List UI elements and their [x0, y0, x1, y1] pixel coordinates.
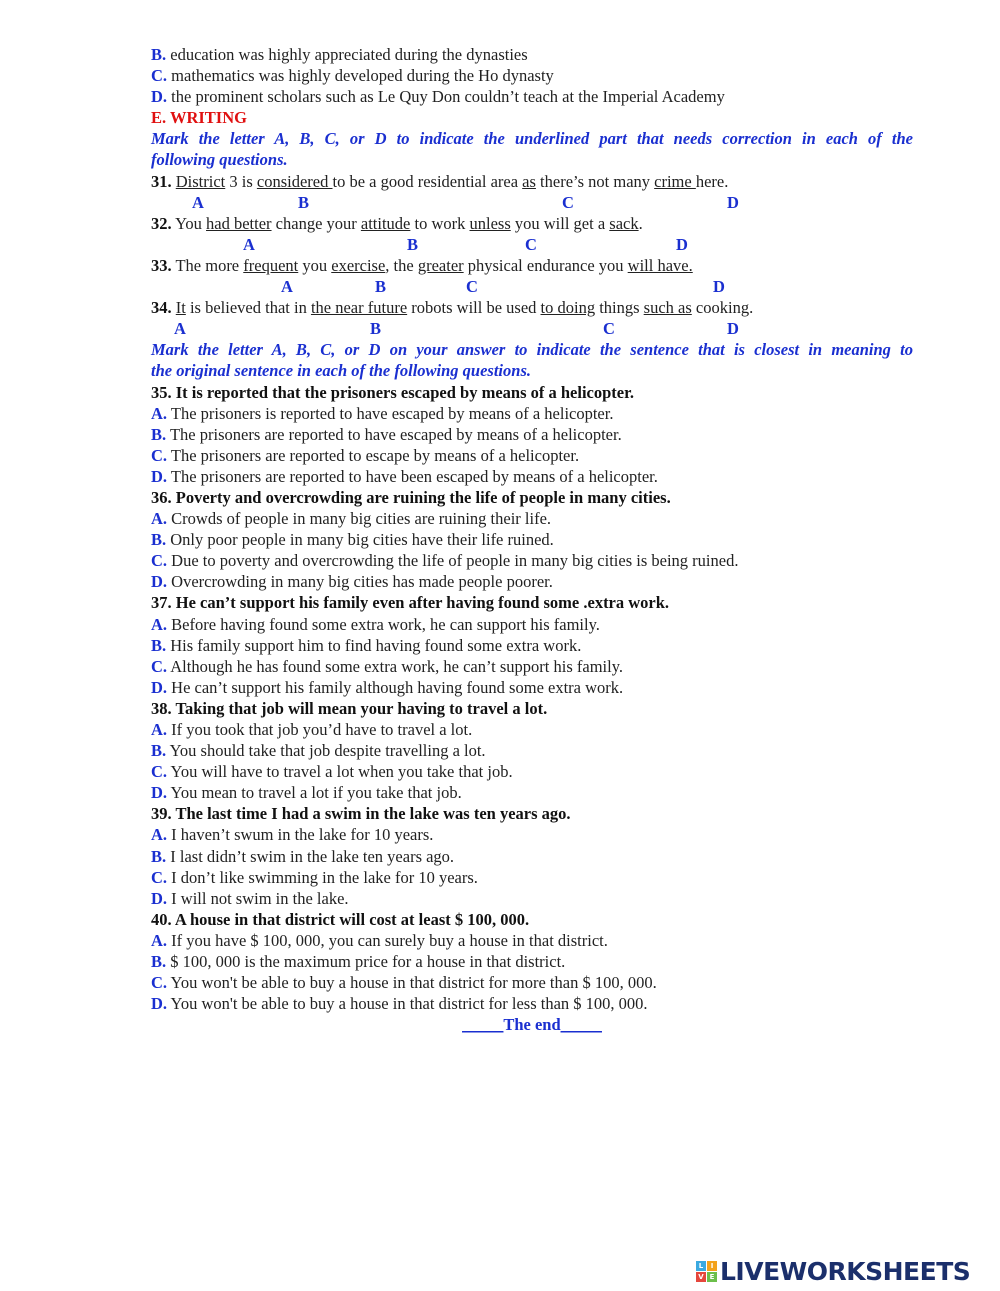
option-letter: A.: [151, 720, 168, 739]
answer-option: [151, 403, 913, 424]
option-letter: B.: [151, 424, 167, 444]
option-letter: A.: [151, 509, 168, 529]
logo-tile: I: [707, 1261, 717, 1271]
option-text: You won't be able to buy a house in that district for less than $ 100, 000.: [167, 994, 648, 1014]
option-text: Due to poverty and overcrowding the life of people in many big cities is being ruined.: [167, 551, 739, 571]
logo-icon: [696, 1261, 717, 1282]
question-stem: 38. Taking that job will mean your having to travel a lot.: [151, 698, 548, 718]
answer-option: [151, 445, 913, 466]
option-text: The prisoners is reported to have escaped by means of a helicopter.: [167, 403, 614, 423]
answer-option: [151, 782, 913, 803]
mark-c: C: [525, 234, 537, 254]
answer-option: [151, 930, 913, 951]
mark-a: A: [174, 319, 186, 339]
option-text: The prisoners are reported to have escaped by means of a helicopter.: [166, 424, 622, 444]
option-letter: C.: [151, 656, 168, 676]
option-letter: B.: [151, 635, 167, 655]
question-34-marks: [151, 318, 913, 339]
option-letter: A.: [151, 403, 168, 423]
section-title: E. WRITING: [151, 108, 247, 128]
mark-b: B: [298, 192, 310, 212]
option-letter: B.: [151, 846, 167, 866]
question-33: 33. The more frequent you exercise, the greater physical endurance you will have.: [151, 255, 693, 275]
option-text: The prisoners are reported to escape by means of a helicopter.: [167, 445, 580, 465]
option-letter: D.: [151, 783, 168, 803]
question-stem: 39. The last time I had a swim in the lake was ten years ago.: [151, 804, 571, 824]
option-text: I don’t like swimming in the lake for 10 years.: [167, 867, 478, 887]
option-b-top: B. education was highly appreciated during the dynasties: [151, 45, 528, 64]
logo-text: LIVEWORKSHEETS: [720, 1256, 971, 1286]
answer-option: [151, 614, 913, 635]
question-31: 31. District 3 is considered to be a good residential area as there’s not many crime here.: [151, 171, 729, 191]
option-text: I will not swim in the lake.: [167, 888, 349, 908]
mark-d: D: [727, 192, 739, 212]
liveworksheets-logo: [696, 1256, 970, 1286]
mark-b: B: [375, 277, 387, 297]
answer-option: [151, 951, 913, 972]
instruction-1-line-1: Mark the letter A, B, C, or D to indicate the underlined part that needs correction in each of the: [151, 129, 913, 149]
answer-option: [151, 993, 913, 1014]
answer-option: [151, 571, 913, 592]
answer-option: [151, 466, 913, 487]
option-text: You should take that job despite travelling a lot.: [166, 741, 486, 761]
worksheet-page: [151, 44, 913, 1035]
answer-option: [151, 719, 913, 740]
question-32: 32. You had better change your attitude to work unless you will get a sack.: [151, 213, 643, 233]
mark-b: B: [407, 234, 419, 254]
answer-option: [151, 656, 913, 677]
option-letter: B.: [151, 741, 167, 761]
answer-option: [151, 888, 913, 909]
question-31-marks: [151, 192, 913, 213]
question-33-marks: [151, 276, 913, 297]
option-letter: A.: [151, 930, 168, 950]
answer-option: [151, 508, 913, 529]
option-text: Overcrowding in many big cities has made people poorer.: [167, 572, 553, 592]
option-letter: D.: [151, 888, 168, 908]
option-letter: B.: [151, 530, 167, 550]
option-letter: C.: [151, 973, 168, 993]
answer-option: [151, 824, 913, 845]
option-text: Although he has found some extra work, he can’t support his family.: [167, 656, 624, 676]
logo-tile: L: [696, 1261, 706, 1271]
option-letter: D.: [151, 677, 168, 697]
answer-option: [151, 846, 913, 867]
option-d-top: D. the prominent scholars such as Le Quy Don couldn’t teach at the Imperial Academy: [151, 87, 725, 107]
option-letter: D.: [151, 572, 168, 592]
answer-option: [151, 677, 913, 698]
question-stem: 40. A house in that district will cost at least $ 100, 000.: [151, 909, 530, 929]
question-34: 34. It is believed that in the near future robots will be used to doing things such as cooking.: [151, 298, 754, 318]
mark-d: D: [727, 319, 739, 339]
question-32-marks: [151, 234, 913, 255]
mark-d: D: [676, 234, 688, 254]
question-stem: 35. It is reported that the prisoners escaped by means of a helicopter.: [151, 382, 635, 402]
option-text: I haven’t swum in the lake for 10 years.: [167, 825, 434, 845]
answer-option: [151, 529, 913, 550]
option-text: The prisoners are reported to have been escaped by means of a helicopter.: [167, 466, 658, 486]
mark-a: A: [281, 277, 293, 297]
option-text: Only poor people in many big cities have their life ruined.: [166, 530, 554, 550]
multiple-choice-questions: [151, 382, 913, 1015]
mark-a: A: [243, 234, 255, 254]
option-letter: A.: [151, 825, 168, 845]
mark-c: C: [562, 192, 574, 212]
answer-option: [151, 972, 913, 993]
option-text: If you took that job you’d have to travel a lot.: [167, 720, 473, 739]
answer-option: [151, 740, 913, 761]
option-text: Crowds of people in many big cities are ruining their life.: [167, 509, 552, 529]
instruction-2-line-2: the original sentence in each of the following questions.: [151, 361, 531, 381]
option-text: You will have to travel a lot when you take that job.: [167, 762, 513, 782]
option-letter: A.: [151, 614, 168, 634]
logo-tile: V: [696, 1272, 706, 1282]
option-letter: D.: [151, 994, 168, 1014]
mark-c: C: [466, 277, 478, 297]
option-text: $ 100, 000 is the maximum price for a house in that district.: [166, 952, 566, 972]
option-text: Before having found some extra work, he can support his family.: [167, 614, 600, 634]
option-text: I last didn’t swim in the lake ten years ago.: [166, 846, 455, 866]
answer-option: [151, 424, 913, 445]
option-text: You mean to travel a lot if you take that job.: [167, 783, 462, 803]
option-text: His family support him to find having found some extra work.: [166, 635, 582, 655]
option-text: You won't be able to buy a house in that district for more than $ 100, 000.: [167, 973, 657, 993]
option-letter: C.: [151, 551, 168, 571]
option-letter: C.: [151, 867, 168, 887]
question-stem: 37. He can’t support his family even after having found some .extra work.: [151, 593, 670, 613]
instruction-1-line-2: following questions.: [151, 150, 288, 170]
question-stem: 36. Poverty and overcrowding are ruining the life of people in many cities.: [151, 487, 671, 507]
answer-option: [151, 761, 913, 782]
logo-tile: E: [707, 1272, 717, 1282]
instruction-2-line-1: Mark the letter A, B, C, or D on your answer to indicate the sentence that is closest in meaning to: [151, 340, 913, 360]
option-letter: C.: [151, 445, 168, 465]
option-letter: B.: [151, 952, 167, 972]
option-letter: D.: [151, 466, 168, 486]
mark-b: B: [370, 319, 382, 339]
mark-c: C: [603, 319, 615, 339]
option-text: If you have $ 100, 000, you can surely buy a house in that district.: [167, 930, 608, 950]
answer-option: [151, 550, 913, 571]
option-c-top: C. mathematics was highly developed during the Ho dynasty: [151, 66, 554, 86]
option-letter: C.: [151, 762, 168, 782]
mark-d: D: [713, 277, 725, 297]
answer-option: [151, 867, 913, 888]
answer-option: [151, 635, 913, 656]
the-end: _____The end_____: [462, 1015, 602, 1035]
mark-a: A: [192, 192, 204, 212]
option-text: He can’t support his family although having found some extra work.: [167, 677, 624, 697]
